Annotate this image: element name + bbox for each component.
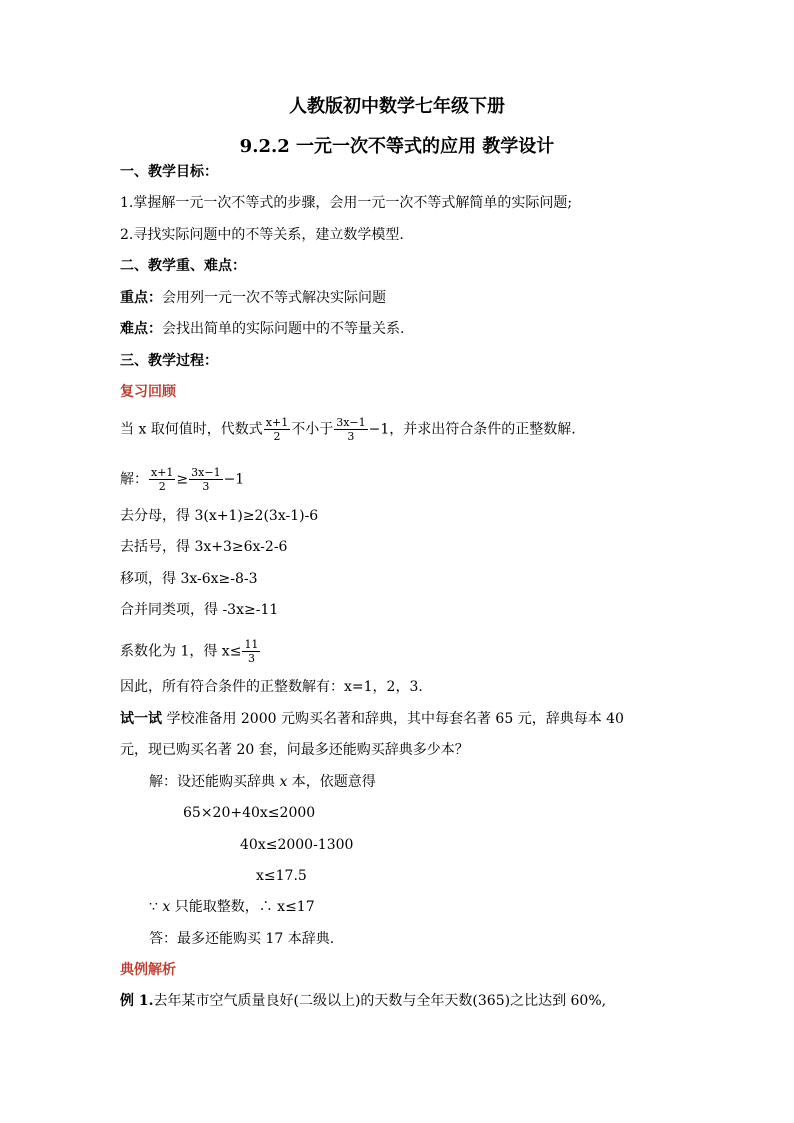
document-title: 人教版初中数学七年级下册 bbox=[289, 96, 505, 117]
difficult-point bbox=[120, 320, 404, 338]
goal-item-2: 2.寻找实际问题中的不等关系，建立数学模型. bbox=[120, 227, 404, 243]
fraction-numerator: 11 bbox=[244, 638, 259, 651]
solution-label: 解： bbox=[120, 471, 148, 488]
fraction-numerator: 3x−1 bbox=[191, 466, 221, 479]
fraction-11-over-3 bbox=[242, 638, 260, 665]
example-1 bbox=[120, 992, 606, 1010]
relation-symbol: ≥ bbox=[176, 471, 189, 488]
section-heading-process: 三、教学过程： bbox=[120, 353, 218, 369]
because-middle: 只能取整数，∴ bbox=[170, 899, 278, 915]
step5-prefix: 系数化为 1，得 x≤ bbox=[120, 643, 242, 660]
try-because-line bbox=[149, 898, 315, 916]
fraction-numerator: x+1 bbox=[265, 416, 289, 429]
example-1-label: 例 1. bbox=[120, 993, 154, 1009]
fraction-3x-minus-1-over-3 bbox=[334, 416, 367, 443]
fraction-x-plus-1-over-2 bbox=[264, 416, 290, 443]
try-solution-setup bbox=[149, 773, 376, 791]
fraction-numerator: 3x−1 bbox=[336, 416, 366, 429]
difficult-point-text: 会找出简单的实际问题中的不等量关系. bbox=[162, 321, 405, 337]
fraction-denominator: 2 bbox=[273, 430, 281, 443]
fraction-numerator: x+1 bbox=[151, 466, 174, 479]
solution-step-5 bbox=[120, 638, 261, 665]
fraction-denominator: 3 bbox=[347, 430, 355, 443]
review-solution-inequality bbox=[120, 466, 244, 493]
setup-suffix: 本，依题意得 bbox=[287, 774, 376, 790]
review-question bbox=[120, 416, 576, 443]
solution-step-4: 合并同类项，得 -3x≥-11 bbox=[120, 602, 279, 618]
because-result: x≤17 bbox=[277, 899, 315, 915]
lesson-title: 9.2.2 一元一次不等式的应用 教学设计 bbox=[239, 136, 555, 157]
solution-step-2: 去括号，得 3x+3≥6x-2-6 bbox=[120, 539, 288, 555]
section-heading-keypoints: 二、教学重、难点： bbox=[120, 258, 246, 274]
solution-tail: −1 bbox=[223, 471, 245, 488]
try-label: 试一试 bbox=[120, 711, 162, 727]
question-prefix: 当 x 取何值时，代数式 bbox=[120, 421, 263, 438]
setup-prefix: 解：设还能购买辞典 bbox=[149, 774, 280, 790]
try-equation-1: 65×20+40x≤2000 bbox=[183, 805, 316, 821]
section-heading-goals: 一、教学目标： bbox=[120, 164, 218, 180]
fraction-x-plus-1-over-2 bbox=[149, 466, 175, 493]
key-point-label: 重点： bbox=[120, 290, 162, 306]
difficult-point-label: 难点： bbox=[120, 321, 162, 337]
try-equation-2: 40x≤2000-1300 bbox=[240, 837, 354, 853]
example-heading: 典例解析 bbox=[120, 962, 176, 978]
try-text-1: 学校准备用 2000 元购买名著和辞典，其中每套名著 65 元，辞典每本 40 bbox=[166, 711, 624, 727]
fraction-denominator: 2 bbox=[158, 480, 166, 493]
try-answer: 答：最多还能购买 17 本辞典. bbox=[149, 931, 335, 947]
try-problem-line-1 bbox=[120, 710, 624, 728]
solution-step-1: 去分母，得 3(x+1)≥2(3x-1)-6 bbox=[120, 508, 319, 524]
try-equation-3: x≤17.5 bbox=[256, 868, 307, 884]
fraction-denominator: 3 bbox=[202, 480, 210, 493]
review-conclusion: 因此，所有符合条件的正整数解有：x=1，2，3. bbox=[120, 679, 423, 695]
variable-x: x bbox=[279, 774, 288, 790]
review-heading: 复习回顾 bbox=[120, 384, 176, 400]
variable-x: x bbox=[162, 899, 171, 915]
key-point-text: 会用列一元一次不等式解决实际问题 bbox=[162, 290, 386, 306]
fraction-3x-minus-1-over-3 bbox=[189, 466, 222, 493]
question-suffix: −1，并求出符合条件的正整数解. bbox=[368, 421, 576, 438]
solution-step-3: 移项，得 3x-6x≥-8-3 bbox=[120, 571, 258, 587]
try-problem-line-2: 元，现已购买名著 20 套，问最多还能购买辞典多少本？ bbox=[120, 742, 469, 758]
because-symbol: ∵ bbox=[149, 899, 163, 915]
key-point bbox=[120, 289, 386, 307]
question-middle: 不小于 bbox=[291, 421, 334, 438]
fraction-denominator: 3 bbox=[247, 652, 255, 665]
example-1-text: 去年某市空气质量良好(二级以上)的天数与全年天数(365)之比达到 60%, bbox=[153, 993, 607, 1009]
goal-item-1: 1.掌握解一元一次不等式的步骤，会用一元一次不等式解简单的实际问题; bbox=[120, 195, 573, 211]
